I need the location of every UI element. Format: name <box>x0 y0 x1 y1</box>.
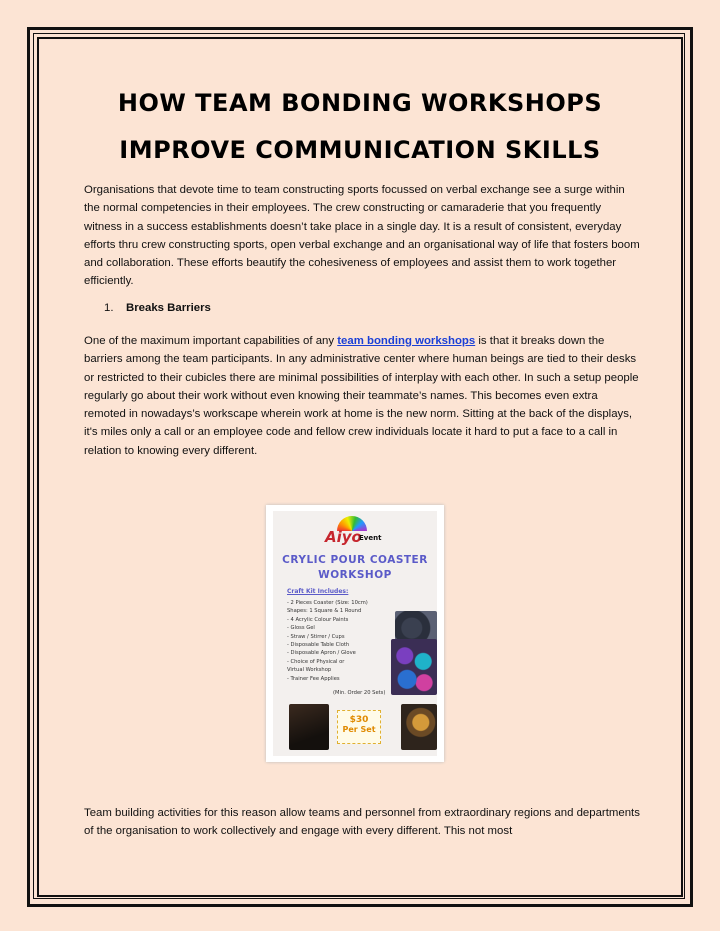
kit-item: - 4 Acrylic Colour Paints <box>287 616 349 623</box>
aiyo-event-logo <box>321 516 391 550</box>
page-border-inner <box>37 37 683 897</box>
kit-item: Virtual Workshop <box>287 667 332 674</box>
price-unit: Per Set <box>342 725 376 734</box>
workshop-photo-right <box>401 704 437 750</box>
workshop-poster-image <box>266 505 444 762</box>
poster-title-line-1: CRYLIC POUR COASTER <box>282 554 428 566</box>
list-label: Breaks Barriers <box>126 302 211 314</box>
document-title-line-2: IMPROVE COMMUNICATION SKILLS <box>119 136 601 164</box>
price-badge <box>337 710 381 744</box>
intro-paragraph: Organisations that devote time to team constructing sports focussed on verbal exchange see a surge within the normal competencies in their employees. The crew constructing or camaraderie that you frequently witness in a success establishments doesn’t take place in a single day. It is a result of consistent, everyday efforts thru crew constructing sports, open verbal exchange and an organisational way of life that fosters boom and collaboration. These efforts beautify the cohesiveness of employees and assist them to work together efficiently. <box>84 184 640 288</box>
kit-item: - Straw / Stirrer / Cups <box>287 633 345 640</box>
paragraph-text-after-link: is that it breaks down the barriers among the team participants. In any administrative center where human beings are tied to their desks or restricted to their cubicles there are minimal possibilities of interplay with each other. In such a setup people regularly go about their work without even knowing their teammate’s names. This becomes even extra remoted in nowadays’s workscape wherein work at home is the new norm. Sitting at the back of the displays, it's miles only a call or an employee code and fellow crew individuals locate it hard to put a face to a call in relation to knowing every different. <box>84 335 639 457</box>
kit-item: - Gloss Gel <box>287 625 315 632</box>
kit-item: - Disposable Table Cloth <box>287 642 350 649</box>
kit-item: - Choice of Physical or <box>287 658 345 665</box>
document-title-line-1: HOW TEAM BONDING WORKSHOPS <box>117 89 603 117</box>
logo-event-label: Event <box>359 534 382 542</box>
kit-item: Shapes: 1 Square & 1 Round <box>287 608 362 615</box>
logo-wordmark: Aiyo <box>325 528 362 546</box>
numbered-list-item <box>104 302 211 314</box>
paragraph-text-before-link: One of the maximum important capabilities of any <box>84 335 338 347</box>
section-paragraph <box>84 332 640 460</box>
kit-item: - 2 Pieces Coaster (Size: 10cm) <box>287 600 368 606</box>
min-order-note: (Min. Order 20 Sets) <box>333 690 386 696</box>
workshop-photo-left <box>289 704 329 750</box>
kit-item: - Trainer Fee Applies <box>287 675 340 682</box>
poster-canvas <box>273 511 437 756</box>
closing-paragraph: Team building activities for this reason allow teams and personnel from extraordinary regions and departments of the organisation to work collectively and engage with every different. This not most <box>84 807 640 838</box>
price-amount: $30 <box>349 715 369 725</box>
kit-items-list <box>287 599 397 683</box>
poster-title-line-2: WORKSHOP <box>318 569 392 581</box>
coaster-photo-colorful <box>391 639 437 695</box>
list-number: 1. <box>104 302 114 314</box>
kit-item: - Disposable Apron / Glove <box>287 650 356 657</box>
team-bonding-workshops-link[interactable]: team bonding workshops <box>337 335 476 347</box>
kit-heading: Craft Kit Includes: <box>287 588 349 595</box>
